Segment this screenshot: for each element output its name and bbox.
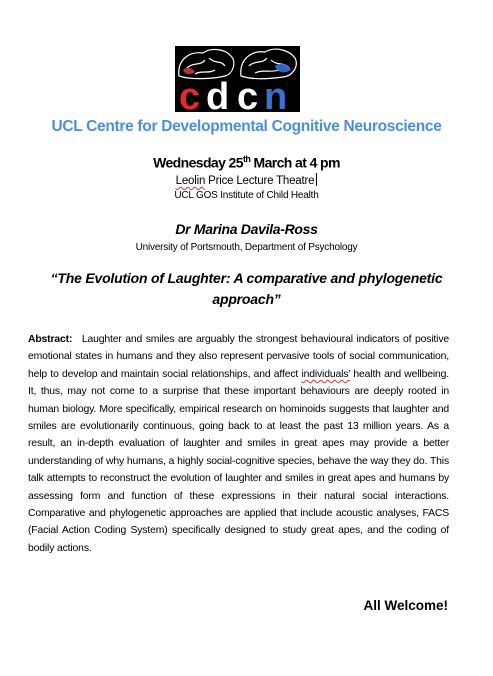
event-venue — [0, 173, 493, 187]
talk-title: “The Evolution of Laughter: A comparative and phylogenetic approach” — [50, 270, 443, 307]
abstract-paragraph — [28, 331, 449, 557]
abstract-text-2: health and wellbeing. It, thus, may not come to a surprise that these important behaviours are deeply rooted in human biology. More specifically, empirical research on hominoids suggests that laughter and smiles are evolutionarily continuous, going back to at least the past 13 million years. As a result, an in-depth evaluation of laughter and smiles in great apes may provide a better understanding of why humans, a highly social-cognitive species, behave the way they do. This talk attempts to reconstruct the evolution of laughter and smiles in great apes and humans by assessing form and function of these expressions in their natural social interactions. Comparative and phylogenetic approaches are applied that include acoustic analyses, FACS (Facial Action Coding System) specifically designed to study great apes, and the coding of bodily actions. — [28, 368, 450, 554]
speaker-name: Dr Marina Davila-Ross — [175, 221, 318, 237]
logo-graphic — [175, 46, 300, 112]
event-institute: UCL GOS Institute of Child Health — [174, 190, 319, 201]
cdcn-logo — [175, 46, 300, 112]
venue-flagged-word: Leolin — [175, 175, 206, 187]
date-main: Wednesday 25 — [153, 154, 243, 171]
svg-text:c: c — [179, 76, 201, 112]
event-date — [0, 154, 493, 171]
date-rest: March at 4 pm — [250, 154, 340, 171]
svg-text:d: d — [206, 76, 230, 112]
svg-text:n: n — [264, 76, 288, 112]
abstract-text-1: Laughter and smiles are arguably the strongest behavioural indicators of positive emotional states in humans and they also represent pervasive tools of social communication, help to develop and maintain social relationships, and affect — [28, 334, 449, 380]
date-suffix: th — [242, 154, 251, 164]
abstract-label: Abstract: — [28, 334, 73, 345]
svg-text:c: c — [237, 76, 259, 112]
organization-title: UCL Centre for Developmental Cognitive Neuroscience — [51, 118, 442, 135]
venue-rest: Price Lecture Theatre — [205, 175, 315, 187]
welcome-text: All Welcome! — [363, 598, 448, 613]
abstract-flagged-word: individuals’ — [301, 368, 351, 380]
text-cursor — [316, 173, 317, 186]
speaker-affiliation: University of Portsmouth, Department of Psychology — [135, 242, 358, 253]
